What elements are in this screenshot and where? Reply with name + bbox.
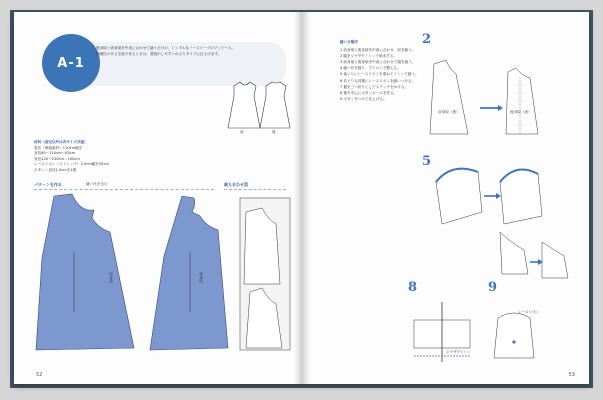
materials-line: ボタン＝直径1.5cmを1個 <box>34 167 77 172</box>
step-item: 8 後ろ中心にボタンホールを作る。 <box>340 90 398 95</box>
step-number: 9 <box>488 280 498 295</box>
pattern-note: 縫い代を含む <box>86 182 108 186</box>
right-page-number: 53 <box>568 372 575 378</box>
front-piece-label: 前身頃 <box>109 272 114 283</box>
step-item: 5 袖ぐりにレースリボンを重ねてミシンで縫う。 <box>340 72 419 77</box>
open-book <box>14 12 589 384</box>
intro-text: 裏身頃と表身頃を中表に合わせて縫うだけの、シンプルなノースリーブのワンピース。伸縮性のある生地で作るときは、着脱のしやすいかぶりタイプに仕上げます。 <box>96 46 236 56</box>
front-bodice-piece <box>36 194 134 350</box>
materials-line: 身長80〜110cm＝80cm <box>34 151 76 156</box>
left-page <box>14 12 301 384</box>
step-number: 5 <box>422 154 432 169</box>
diagram-label: ジグザグミシン <box>446 350 471 354</box>
step-item: 6 衿ぐりも同様にレースリボンを縫いつける。 <box>340 78 416 83</box>
step-item: 1 前身頃と後身頃を中表に合わせ、肩を縫う。 <box>340 47 416 52</box>
step-number: 2 <box>422 32 432 47</box>
step-item: 2 脇をジグザグミシンで始末する。 <box>340 53 398 58</box>
materials-line: 表布（伸縮素材）110cm幅を <box>34 145 83 150</box>
diagram-label: レースリボン <box>518 310 540 314</box>
left-page-number: 52 <box>36 372 43 378</box>
step-item: 7 裾を三つ折りにしてステッチをかける。 <box>340 84 409 89</box>
sewing-diagrams <box>302 12 589 384</box>
back-piece-label: 後身頃 <box>199 272 204 283</box>
step-item: 4 縫い代を割り、アイロンで整える。 <box>340 66 401 71</box>
back-bodice-piece <box>150 196 228 350</box>
pattern-title: A-1 <box>57 55 85 71</box>
step-number: 8 <box>408 280 418 295</box>
pattern-heading: パターンを作る <box>34 182 62 187</box>
back-view-label: 後 <box>272 130 276 134</box>
materials-line: 身長120〜130cm＝100cm <box>34 156 80 161</box>
materials-heading: 材料（指定以外は各サイズ共通） <box>34 140 88 144</box>
diagram-label: 前身頃（裏） <box>438 110 460 114</box>
book-gutter <box>294 12 310 384</box>
right-page <box>302 12 589 384</box>
cutting-layout-heading: 裁ち合わせ図 <box>224 182 248 187</box>
steps-heading: 縫い方順序 <box>340 40 358 44</box>
front-view-label: 前 <box>240 130 244 134</box>
pattern-pieces <box>14 12 301 384</box>
step-item: 9 ボタンをつけて仕上げる。 <box>340 97 387 102</box>
diagram-label: 後身頃（表） <box>510 110 532 114</box>
materials-line: レースリボン（ストレッチ）2.5cm幅を55cm <box>34 162 109 167</box>
step-item: 3 前身頃と後身頃を中表に合わせて脇を縫う。 <box>340 59 416 64</box>
